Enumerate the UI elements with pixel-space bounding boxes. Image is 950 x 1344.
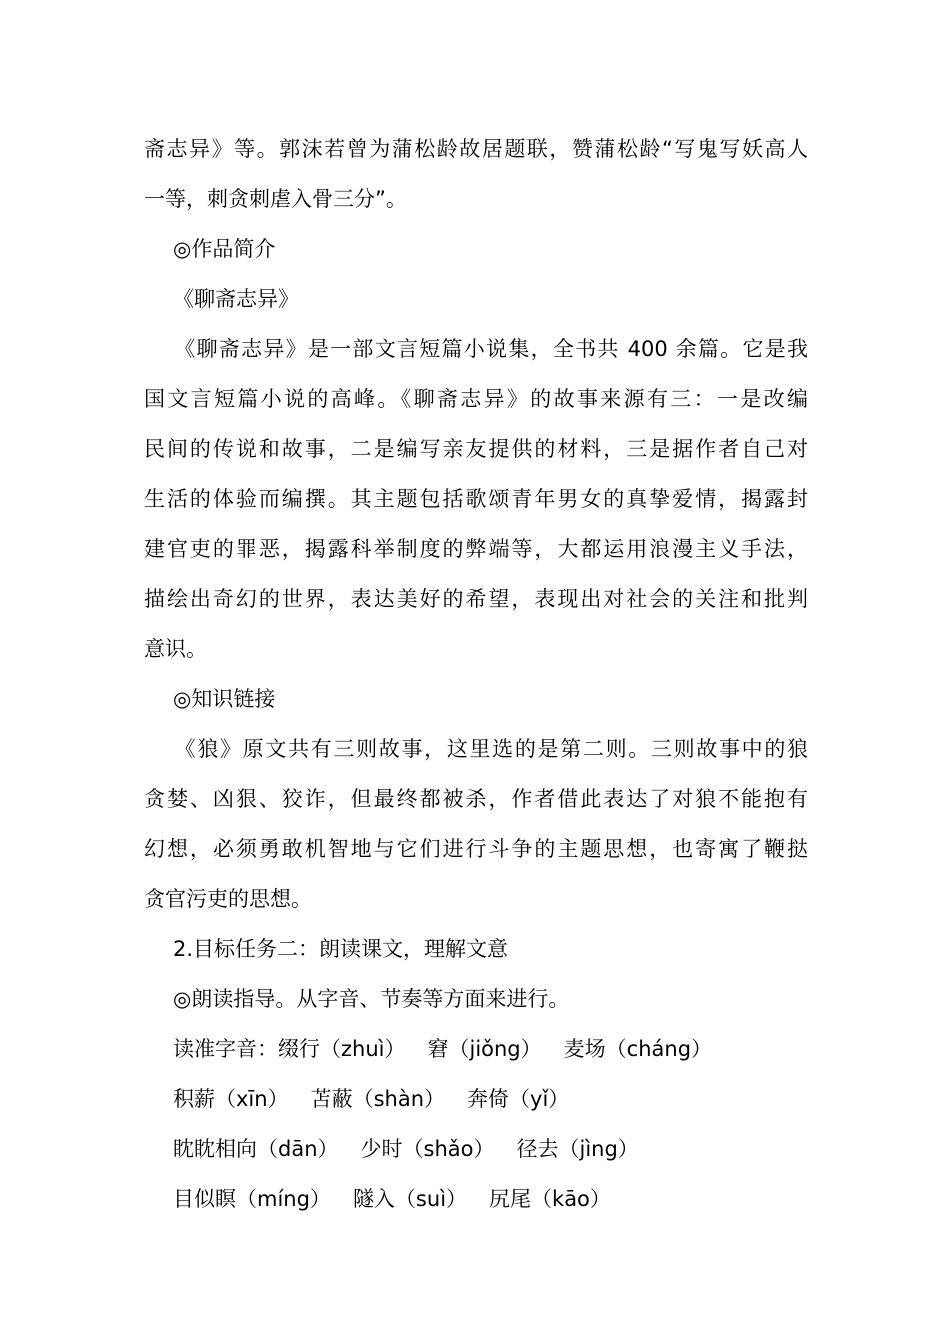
pronunciation-item: 缀行（zhuì） [278, 1037, 406, 1061]
pronunciation-item: 少时（shǎo） [360, 1137, 495, 1161]
reading-guide: ◎朗读指导。从字音、节奏等方面来进行。 [173, 987, 570, 1011]
pronunciation-item: 眈眈相向（dān） [173, 1137, 339, 1161]
paragraph-line: 意识。 [144, 637, 207, 661]
pronunciation-item: 积薪（xīn） [173, 1087, 289, 1111]
paragraph-line: 一等，刺贪刺虐入骨三分”。 [144, 187, 407, 211]
pronunciation-label: 读准字音： [173, 1037, 278, 1061]
paragraph-line: 幻想，必须勇敢机智地与它们进行斗争的主题思想，也寄寓了鞭挞 [144, 837, 808, 861]
work-title: 《聊斋志异》 [173, 287, 299, 311]
paragraph-line: 《狼》原文共有三则故事，这里选的是第二则。三则故事中的狼 [173, 737, 808, 761]
pronunciation-item: 尻尾（kāo） [489, 1187, 611, 1211]
paragraph-line: 国文言短篇小说的高峰。《聊斋志异》的故事来源有三：一是改编 [144, 387, 808, 411]
paragraph-line: 民间的传说和故事，二是编写亲友提供的材料，三是据作者自己对 [144, 437, 808, 461]
paragraph-line: 贪官污吏的思想。 [144, 887, 312, 911]
pronunciation-item: 目似瞑（míng） [173, 1187, 331, 1211]
pronunciation-item: 奔倚（yǐ） [467, 1087, 570, 1111]
document-page [144, 124, 808, 1224]
paragraph-line: 描绘出奇幻的世界，表达美好的希望，表现出对社会的关注和批判 [144, 587, 808, 611]
section-heading-knowledge-link: ◎知识链接 [173, 687, 276, 711]
pronunciation-row [144, 1024, 808, 1074]
pronunciation-row [144, 1174, 808, 1224]
paragraph-line: 《聊斋志异》是一部文言短篇小说集，全书共 400 余篇。它是我 [173, 337, 808, 361]
paragraph-line: 生活的体验而编撰。其主题包括歌颂青年男女的真挚爱情，揭露封 [144, 487, 808, 511]
pronunciation-item: 径去（jìng） [516, 1137, 639, 1161]
task-two-title: 2.目标任务二：朗读课文，理解文意 [173, 937, 509, 961]
paragraph-line: 斋志异》等。郭沫若曾为蒲松龄故居题联，赞蒲松龄“写鬼写妖高人 [144, 137, 808, 161]
paragraph-line: 贪婪、凶狠、狡诈，但最终都被杀，作者借此表达了对狼不能抱有 [144, 787, 808, 811]
section-heading-work-intro: ◎作品简介 [173, 237, 276, 261]
pronunciation-item: 隧入（suì） [352, 1187, 468, 1211]
paragraph-line: 建官吏的罪恶，揭露科举制度的弊端等，大都运用浪漫主义手法， [144, 537, 808, 561]
pronunciation-item: 麦场（cháng） [563, 1037, 713, 1061]
pronunciation-item: 窘（jiǒng） [427, 1037, 542, 1061]
pronunciation-row [144, 1074, 808, 1124]
pronunciation-row [144, 1124, 808, 1174]
pronunciation-item: 苫蔽（shàn） [310, 1087, 446, 1111]
